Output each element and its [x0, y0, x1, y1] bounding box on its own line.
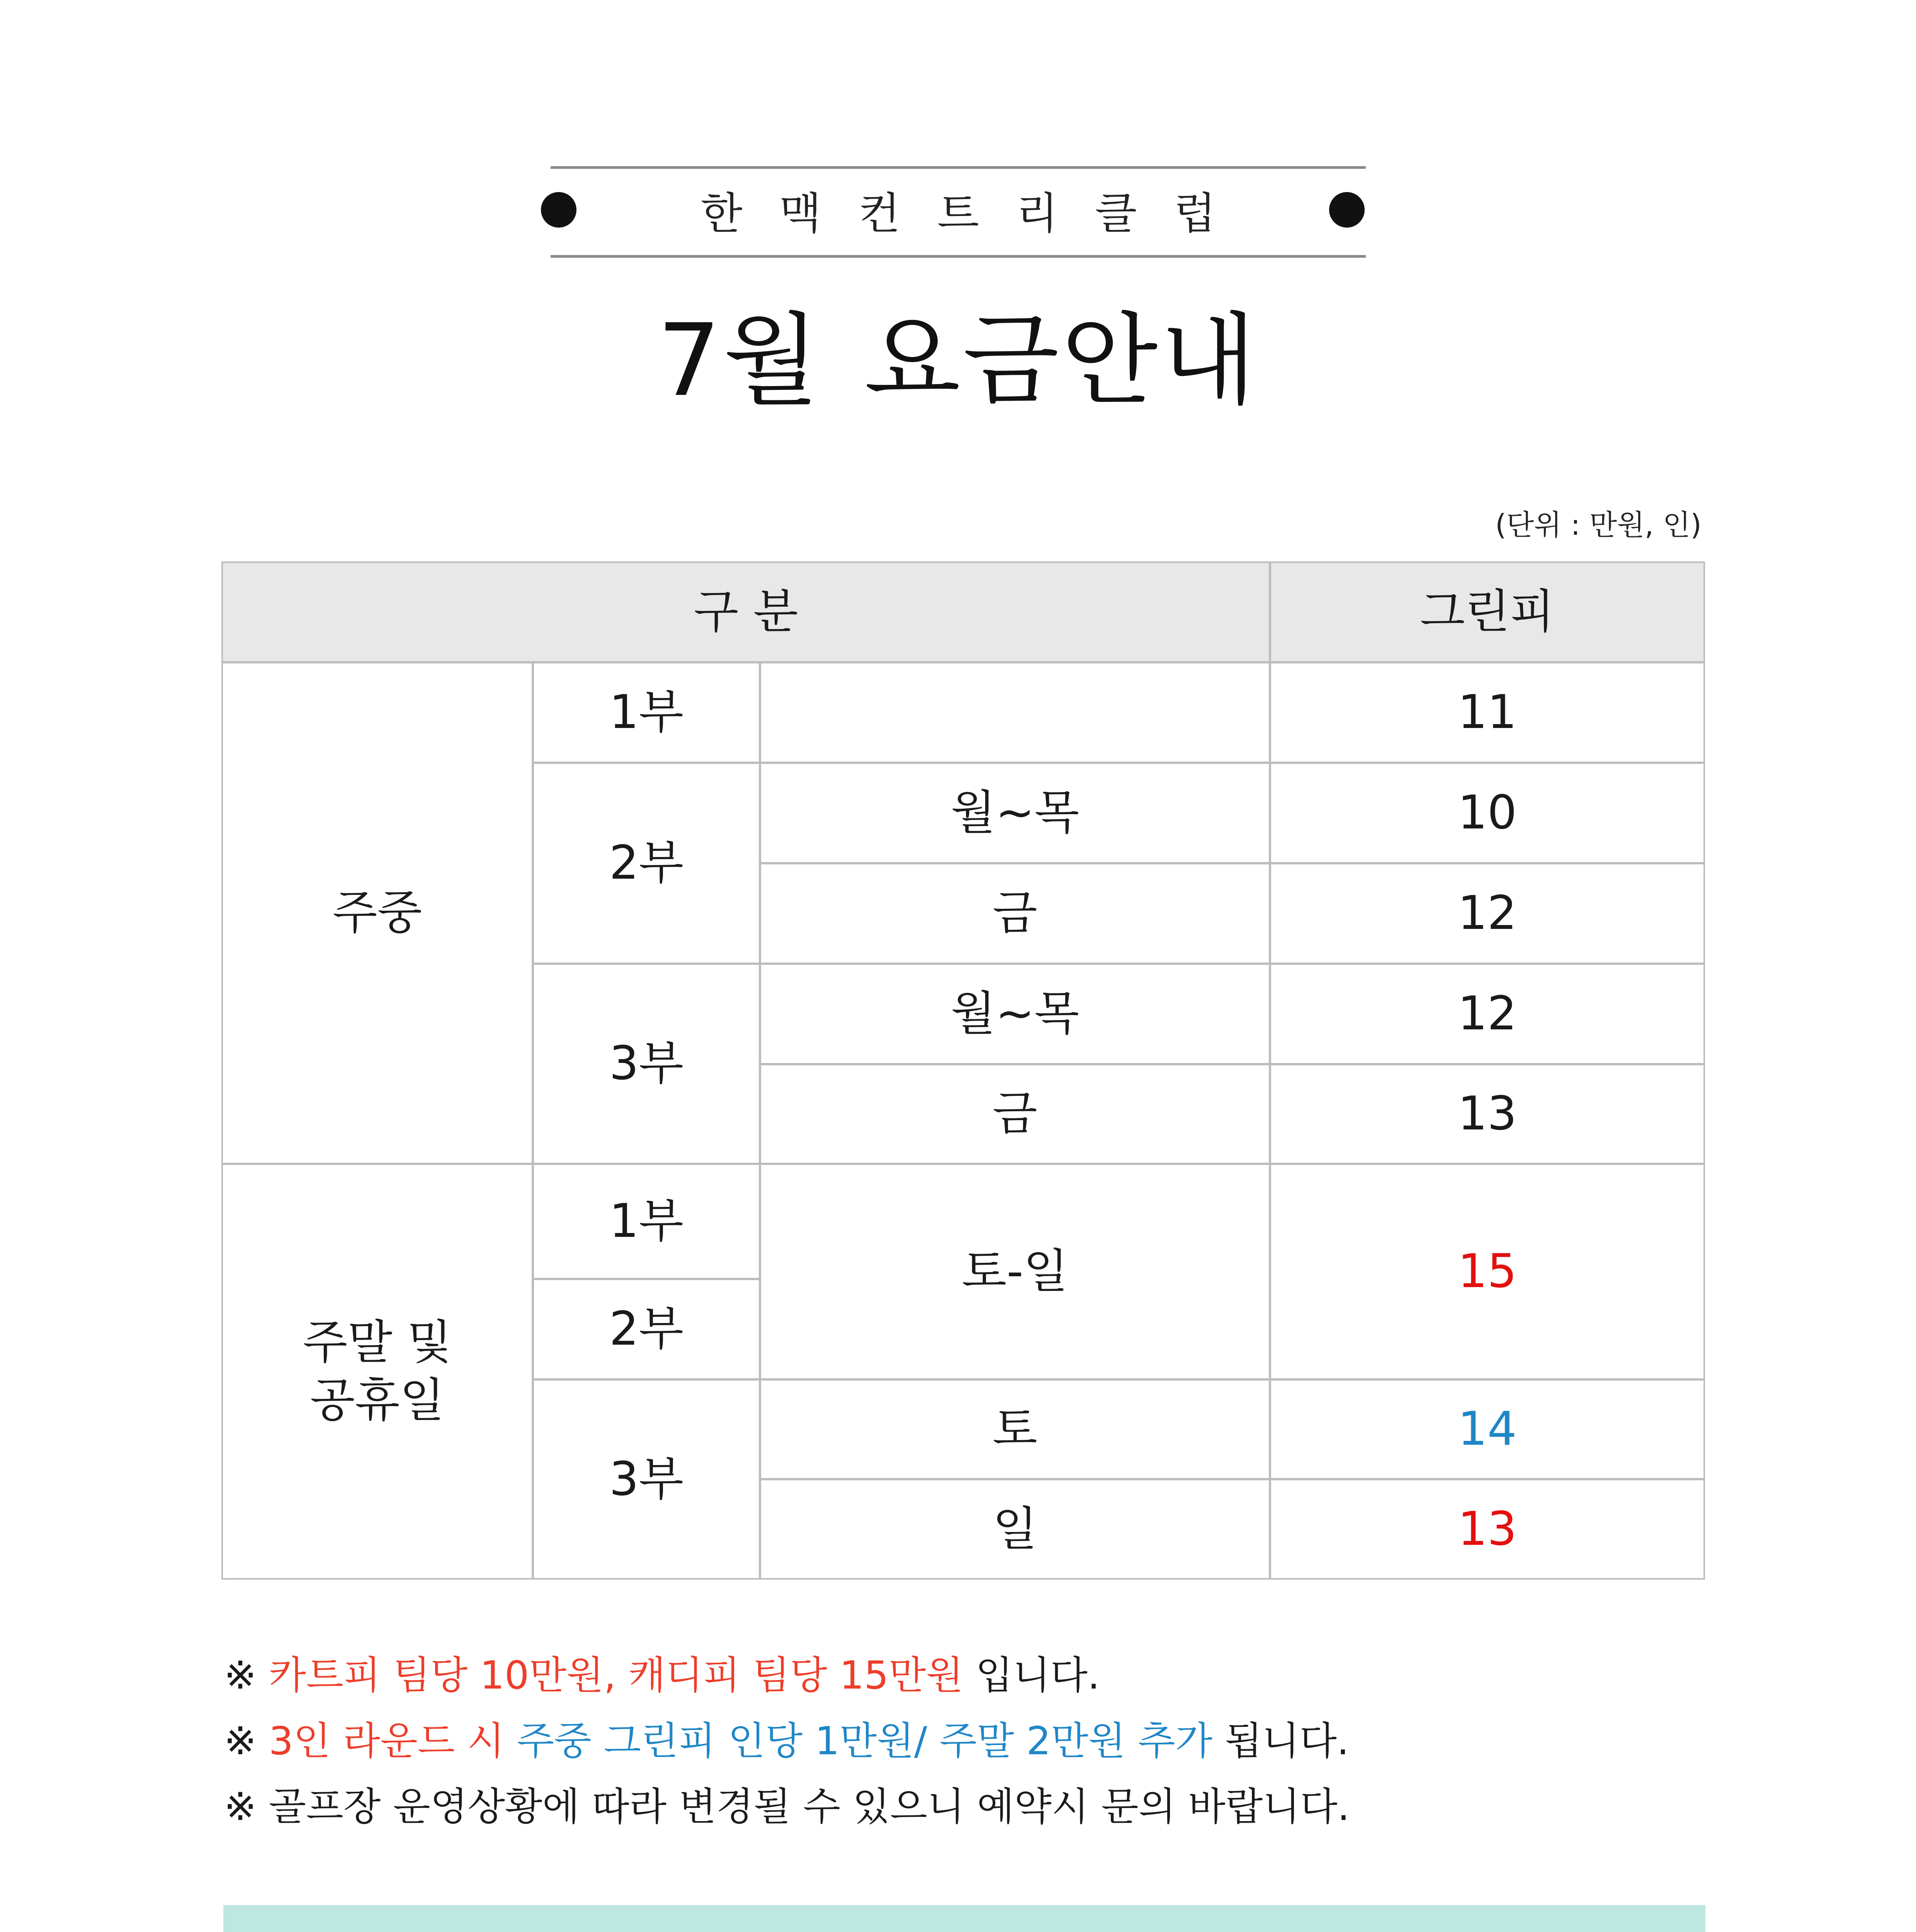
weekday-part1: 1부 [532, 662, 760, 763]
weekend-part3-fee-sat: 14 [1270, 1379, 1705, 1480]
note-cart-caddie [224, 1644, 1100, 1700]
header-greenfee: 그린피 [1270, 561, 1705, 663]
note-change-notice [224, 1776, 1350, 1831]
note-mark: ※ [224, 1718, 257, 1764]
note-mark: ※ [224, 1784, 257, 1829]
weekend-part2: 2부 [532, 1279, 760, 1380]
title-main: 요금안내 [864, 302, 1259, 418]
note-cart-caddie-fee: 카트피 팀당 10만원, 캐디피 팀당 15만원 [269, 1653, 964, 1698]
weekday-part3: 3부 [532, 963, 760, 1164]
note-mark: ※ [224, 1653, 257, 1698]
weekday-label: 주중 [221, 662, 533, 1164]
weekend-label-line1: 주말 및 [303, 1315, 452, 1369]
weekday-part3-days-a: 월~목 [760, 963, 1270, 1065]
unit-note: (단위 : 만원, 인) [1495, 509, 1702, 542]
weekday-part1-fee: 11 [1270, 662, 1705, 763]
weekday-part3-fee-a: 12 [1270, 963, 1705, 1065]
note-three-player-round: 3인 라운드 시 [269, 1718, 517, 1764]
weekend-label-line2: 공휴일 [310, 1373, 445, 1427]
weekend-part3: 3부 [532, 1379, 760, 1580]
header-bottom-rule [551, 255, 1366, 258]
sameday-booking-box [223, 1905, 1705, 1932]
weekend-part1: 1부 [532, 1163, 760, 1279]
note-change-text: 골프장 운영상황에 따라 변경될 수 있으니 예약시 문의 바랍니다. [269, 1784, 1350, 1829]
weekend-part3-days-sun: 일 [760, 1479, 1270, 1580]
weekend-part3-fee-sun: 13 [1270, 1479, 1705, 1580]
note-cart-caddie-tail: 입니다. [963, 1653, 1100, 1698]
note-three-player [224, 1710, 1349, 1765]
weekday-part2-days-b: 금 [760, 863, 1270, 964]
weekend-part3-days-sat: 토 [760, 1379, 1270, 1480]
weekend-days-12: 토-일 [760, 1163, 1270, 1380]
header-category: 구 분 [221, 561, 1270, 663]
bullet-right-icon [1329, 192, 1365, 228]
header-top-rule [551, 166, 1366, 169]
note-three-player-tail: 됩니다. [1212, 1718, 1349, 1764]
club-name: 한맥컨트리클럽 [700, 188, 1253, 239]
title-month: 7월 [657, 302, 822, 418]
weekend-label [221, 1163, 533, 1580]
weekday-part2: 2부 [532, 762, 760, 964]
weekday-part2-days-a: 월~목 [760, 762, 1270, 864]
weekday-part2-fee-b: 12 [1270, 863, 1705, 964]
weekday-part1-days [760, 662, 1270, 763]
weekday-part3-fee-b: 13 [1270, 1064, 1705, 1164]
note-three-player-surcharge: 주중 그린피 인당 1만원/ 주말 2만원 추가 [517, 1718, 1213, 1764]
weekday-part3-days-b: 금 [760, 1064, 1270, 1164]
weekend-fee-12: 15 [1270, 1163, 1705, 1380]
weekday-part2-fee-a: 10 [1270, 762, 1705, 864]
page-title [0, 294, 1916, 418]
